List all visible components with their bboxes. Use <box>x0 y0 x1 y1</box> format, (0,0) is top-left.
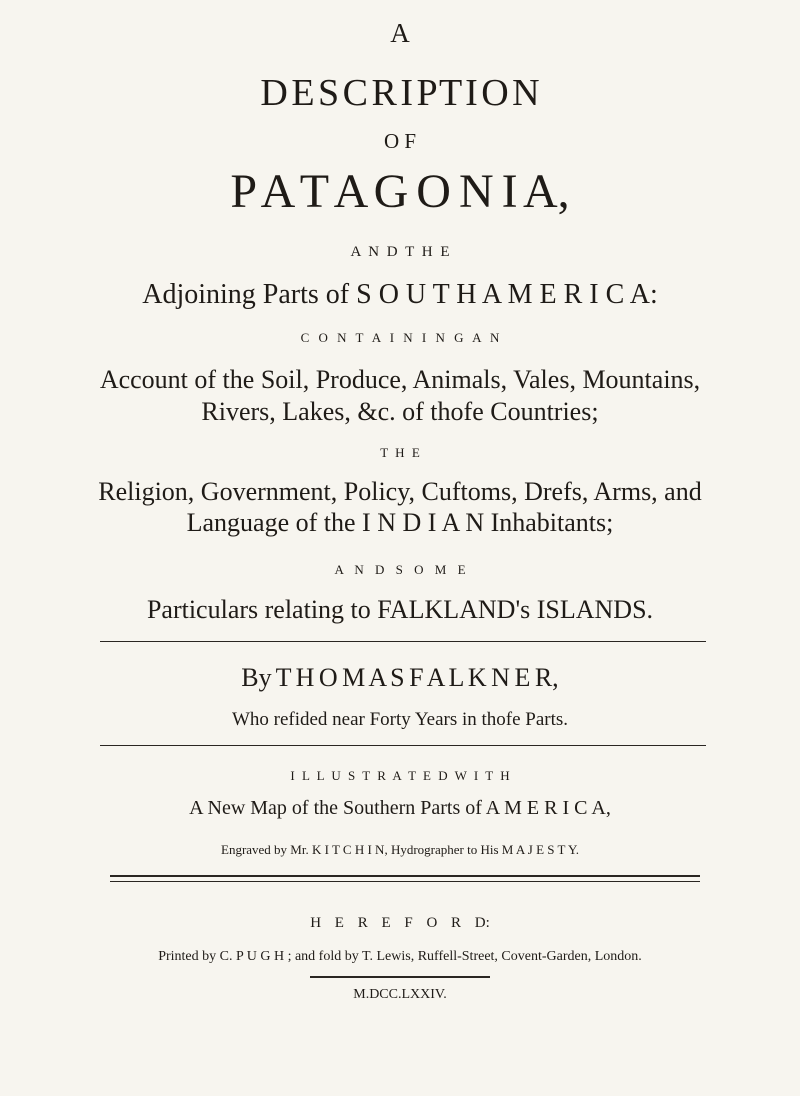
hereford-line: H E R E F O R D: <box>310 915 490 931</box>
title-patagonia: P A T A G O N I A, <box>230 165 570 218</box>
title-containing-an: C O N T A I N I N G A N <box>300 330 500 345</box>
date-line: M.DCC.LXXIV. <box>353 987 447 1002</box>
title-the: T H E <box>380 445 420 460</box>
title-and-the: A N D T H E <box>350 244 450 260</box>
resided-line: Who refided near Forty Years in thofe Parts. <box>231 709 569 730</box>
divider-rule-2 <box>100 745 706 746</box>
divider-rule-4 <box>110 881 700 882</box>
title-of: O F <box>383 129 417 153</box>
author-line: By T H O M A S F A L K N E R, <box>241 663 559 692</box>
map-line: A New Map of the Southern Parts of A M E R I C A, <box>189 797 611 819</box>
account-line-2: Rivers, Lakes, &c. of thofe Countries; <box>201 397 599 426</box>
title-and-some: A N D S O M E <box>334 562 466 577</box>
engraved-line: Engraved by Mr. K I T C H I N, Hydrographer to His M A J E S T Y. <box>221 842 579 857</box>
title-article: A <box>390 18 410 48</box>
religion-line-2: Language of the I N D I A N Inhabitants; <box>186 508 614 537</box>
title-description: D E S C R I P T I O N <box>260 72 540 114</box>
divider-rule-5 <box>310 976 490 978</box>
account-line-1: Account of the Soil, Produce, Animals, Vales, Mountains, <box>99 365 701 394</box>
printed-by-line: Printed by C. P U G H ; and fold by T. Lewis, Ruffell-Street, Covent-Garden, London. <box>158 949 642 964</box>
divider-rule-1 <box>100 641 706 642</box>
illustrated-with: I L L U S T R A T E D W I T H <box>290 768 510 783</box>
particulars-line: Particulars relating to FALKLAND's ISLANDS. <box>146 595 654 624</box>
religion-line-1: Religion, Government, Policy, Cuftoms, Drefs, Arms, and <box>98 477 702 506</box>
divider-rule-3 <box>110 875 700 877</box>
title-adjoining-parts: Adjoining Parts of S O U T H A M E R I C A: <box>142 279 658 310</box>
